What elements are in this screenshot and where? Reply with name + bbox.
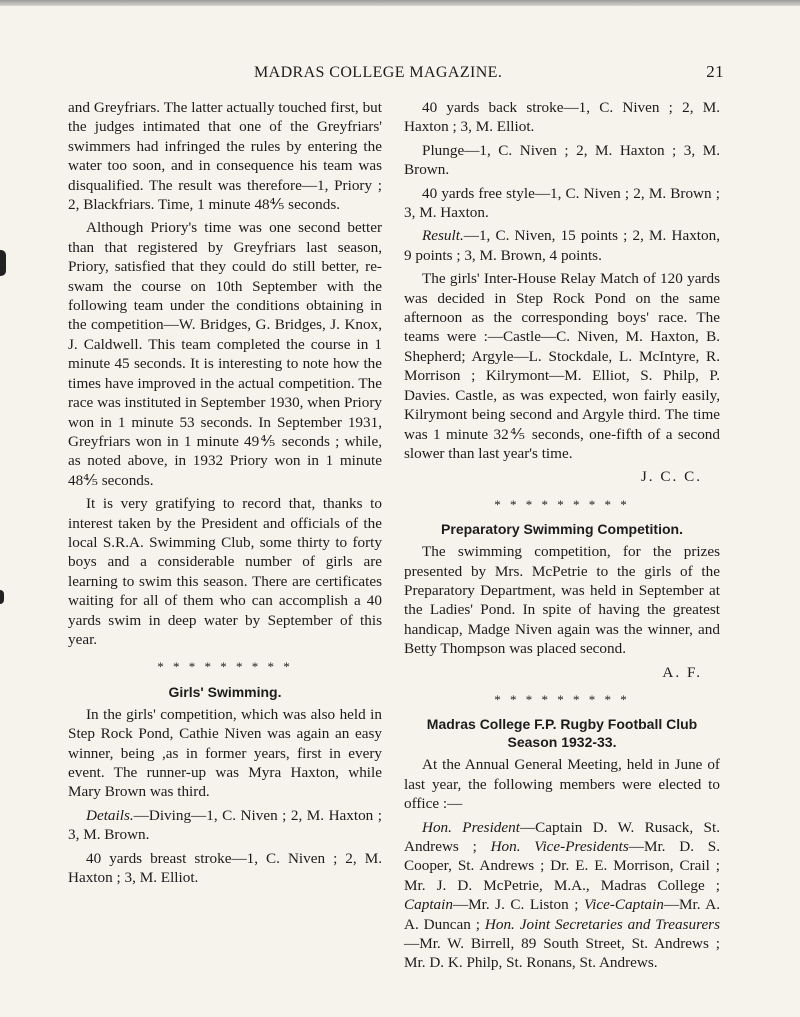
scan-top-edge [0,0,800,6]
section-divider: * * * * * * * * * [494,691,630,707]
office-label: Hon. President [422,818,520,836]
details-paragraph [68,806,382,845]
paragraph: Plunge—1, C. Niven ; 2, M. Haxton ; 3, M. Brown. [404,141,720,179]
running-header [64,62,724,82]
section-divider: * * * * * * * * * [157,659,293,675]
paragraph: 40 yards back stroke—1, C. Niven ; 2, M. Haxton ; 3, M. Elliot. [404,99,720,136]
section-heading-preparatory: Preparatory Swimming Competition. [441,521,683,538]
binding-hole-mark [0,590,4,604]
office-text: —Mr. D. S. Cooper, St. Andrews ; Dr. E. E. Morrison, Crail ; Mr. J. D. McPetrie, M.A., Madras College ; [404,838,721,894]
office-label: Hon. Joint Secretaries and Treasurers [484,915,721,933]
office-label: Captain [404,896,453,914]
result-paragraph [404,226,720,265]
office-label: Vice-Captain [583,896,664,914]
author-initials: J. C. C. [640,468,702,486]
rugby-heading-line1: Madras College F.P. Rugby Football Club [426,716,698,733]
details-label: Details. [86,806,134,824]
office-text: —Mr. J. C. Liston ; [452,896,584,914]
paragraph: 40 yards breast stroke—1, C. Niven ; 2, M. Haxton ; 3, M. Elliot. [68,849,382,887]
paragraph: and Greyfriars. The latter actually touched first, but the judges intimated that one of the Greyfriars' swimmers had infringed the rules by entering the water too soon, and in consequence his team was disqualified. The result was therefore—1, Priory ; 2, Blackfriars. Time, 1 minute 48⅘ seconds. [68,99,382,214]
result-label: Result. [422,227,464,245]
office-text: —Mr. W. Birrell, 89 South Street, St. Andrews ; Mr. D. K. Philp, St. Ronans, St. Andrews. [404,935,720,972]
paragraph: In the girls' competition, which was also held in Step Rock Pond, Cathie Niven was again an easy winner, being ,as in former years, first in every event. The runner-up was Myra Haxton, while Mary Brown was third. [68,705,382,801]
paragraph: The swimming competition, for the prizes presented by Mrs. McPetrie to the girls of the Preparatory Department, was held in September at the Ladies' Pond. In spite of having the greatest handicap, Madge Niven again was the winner, and Betty Thompson was placed second. [404,543,720,658]
details-text: —Diving—1, C. Niven ; 2, M. Haxton ; 3, M. Brown. [68,806,382,844]
result-text: —1, C. Niven, 15 points ; 2, M. Haxton, 9 points ; 3, M. Brown, 4 points. [404,227,720,264]
paragraph: It is very gratifying to record that, thanks to interest taken by the President and officials of the local S.R.A. Swimming Club, some thirty to forty boys and a considerable number of girls are learning to swim this season. There are certificates waiting for all of them who can accomplish a 40 yards swim in deep water by September of this year. [68,495,382,648]
right-column [404,98,720,977]
office-label: Hon. Vice-Presidents [490,838,629,855]
office-text: —Captain D. W. Rusack, St. Andrews ; [404,818,720,855]
section-divider: * * * * * * * * * [494,496,630,512]
binding-hole-mark [0,250,6,276]
office-text: —Mr. A. A. Duncan ; [404,896,720,933]
page-number: 21 [706,62,724,81]
magazine-title: MADRAS COLLEGE MAGAZINE. [254,64,503,81]
paragraph: 40 yards free style—1, C. Niven ; 2, M. Brown ; 3, M. Haxton. [404,184,720,222]
office-bearers-paragraph [404,818,720,973]
left-column [68,98,382,891]
paragraph: Although Priory's time was one second better than that registered by Greyfriars last season, Priory, satisfied that they could do still better, re-swam the course on 10th September with the following team under the conditions obtaining in the competition—W. Bridges, G. Bridges, J. Knox, J. Caldwell. This team completed the course in 1 minute 45 seconds. It is interesting to note how the times have improved in the actual competition. The race was instituted in September 1930, when Priory won in 1 minute 53 seconds. In September 1931, Greyfriars won in 1 minute 49⅘ seconds ; while, as noted above, in 1932 Priory won in 1 minute 48⅘ seconds. [68,219,382,489]
paragraph: At the Annual General Meeting, held in June of last year, the following members were elected to office :— [404,756,720,813]
paragraph: The girls' Inter-House Relay Match of 120 yards was decided in Step Rock Pond on the same afternoon as the corresponding boys' race. The teams were :—Castle—C. Niven, M. Haxton, B. Shepherd; Argyle—L. Stockdale, L. McIntyre, R. Morrison ; Kilrymont—M. Elliot, S. Philp, P. Davies. Castle, as was expected, won fairly easily, Kilrymont being second and Argyle third. The time was 1 minute 32⅘ seconds, one-fifth of a second slower than last year's time. [404,270,720,462]
section-heading-girls-swimming: Girls' Swimming. [168,683,282,700]
rugby-heading-line2: Season 1932-33. [507,734,617,751]
section-heading-rugby [404,715,720,751]
author-initials: A. F. [662,663,702,681]
